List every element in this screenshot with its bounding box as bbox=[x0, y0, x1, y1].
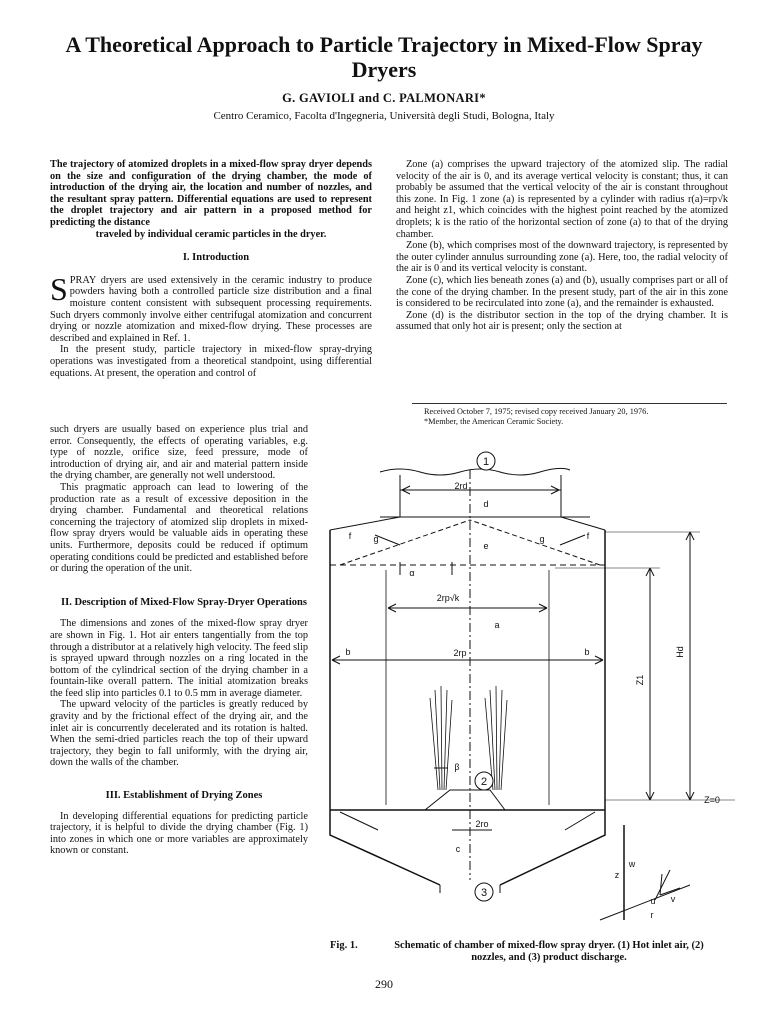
spray-dryer-schematic bbox=[318, 445, 738, 935]
intro-smallcaps: PRAY bbox=[69, 274, 97, 286]
label-d: d bbox=[483, 499, 489, 509]
label-2rp-sqrtk: 2rp√k bbox=[436, 593, 460, 603]
label-beta: β bbox=[454, 762, 460, 772]
label-g-left: g bbox=[373, 534, 379, 544]
label-2rp: 2rp bbox=[453, 648, 467, 658]
right-column bbox=[396, 159, 728, 333]
section-heading-introduction: I. Introduction bbox=[182, 252, 250, 264]
footnote-received: Received October 7, 1975; revised copy received January 20, 1976. bbox=[424, 407, 649, 416]
label-g-right: g bbox=[539, 534, 545, 544]
label-v: v bbox=[670, 894, 676, 904]
abstract: The trajectory of atomized droplets in a mixed-flow spray dryer depends on the size and configuration of the drying chamber, the mode of introduction of the drying air, the location and number of nozzles, and the resultant spray pattern. Differential equations are used to represent the droplet trajectory and air pattern in a proposed method for predicting the distance bbox=[50, 159, 372, 228]
nozzle-ring bbox=[425, 790, 505, 810]
tangential-inlets bbox=[375, 535, 585, 545]
intro-text-1: dryers are used extensively in the ceramic industry to produce powders having both a controlled particle size distribution and a final moisture content consistent with subsequent processing requirements. Such dryers commonly involve either centrifugal atomization and concurrent drying or nozzle atomization and mixed-flow drying. These processes are described and explained in Ref. 1. bbox=[50, 274, 372, 344]
label-alpha: α bbox=[409, 568, 415, 578]
label-z-axis: z bbox=[614, 870, 620, 880]
section2-paragraph-1: The dimensions and zones of the mixed-flow spray dryer are shown in Fig. 1. Hot air enters tangentially from the top through a distributor at a relatively high velocity. The feed slip is sprayed upward through nozzles on a ring located in the bottom of the cylindrical section of the drying chamber in a fountain-like overall pattern. The initial atomization breaks the feed slip into particles 0.1 to 0.5 mm in average diameter. bbox=[50, 618, 308, 699]
label-w: w bbox=[628, 859, 636, 869]
zone-b-paragraph: Zone (b), which comprises most of the downward trajectory, is represented by the outer cylinder annulus surrounding zone (a). Here, too, the radial velocity of the air is 0 and its vertical velocity is constant. bbox=[396, 240, 728, 275]
label-3: 3 bbox=[480, 887, 488, 899]
label-r-axis: r bbox=[650, 910, 654, 920]
label-f-left: f bbox=[348, 531, 352, 541]
zone-a-boundaries bbox=[386, 570, 549, 805]
spray-plume-left bbox=[430, 686, 452, 790]
section3-paragraph-1: In developing differential equations for predicting particle trajectory, it is helpful to divide the drying chamber (Fig. 1) into zones in which one or more variables are approximately known or constant. bbox=[50, 810, 308, 857]
label-a: a bbox=[494, 620, 500, 630]
label-hd: Hd bbox=[675, 646, 685, 658]
zone-a-paragraph: Zone (a) comprises the upward trajectory of the atomized slip. The radial velocity of the air is 0, and its average vertical velocity is constant; thus, it can probably be assumed that the vertical velocity of the air is constant throughout this zone. In Fig. 1 zone (a) is represented by a cylinder with radius r(a)=rp√k and height z1, which coincides with the highest point reached by the atomized droplets; k is the ratio of the horizontal section of zone (a) to that of the drying chamber. bbox=[396, 159, 728, 240]
left-column-narrow bbox=[50, 424, 308, 857]
roof-lines bbox=[330, 517, 605, 530]
label-b-left: b bbox=[345, 647, 351, 657]
page-number: 290 bbox=[375, 977, 393, 991]
inlet-wavy-line bbox=[380, 468, 570, 475]
abstract-last-line: traveled by individual ceramic particles in the dryer. bbox=[95, 228, 327, 240]
chamber-walls bbox=[330, 530, 605, 810]
label-2: 2 bbox=[480, 776, 488, 788]
drop-cap: S bbox=[50, 270, 68, 307]
label-1: 1 bbox=[482, 456, 490, 468]
authors: G. GAVIOLI and C. PALMONARI* bbox=[282, 91, 486, 105]
label-f-right: f bbox=[586, 531, 590, 541]
figure-caption bbox=[330, 940, 728, 964]
label-b-right: b bbox=[584, 647, 590, 657]
section-heading-drying-zones: III. Establishment of Drying Zones bbox=[105, 790, 263, 802]
distributor-walls bbox=[400, 475, 561, 517]
figure-caption-text: Schematic of chamber of mixed-flow spray dryer. (1) Hot inlet air, (2) nozzles, and (3) product discharge. bbox=[394, 940, 704, 963]
cone-walls bbox=[330, 810, 605, 885]
rd-ticks bbox=[400, 562, 452, 575]
footnote-member: *Member, the American Ceramic Society. bbox=[424, 416, 564, 426]
dimension-extensions bbox=[555, 532, 735, 800]
label-u: u bbox=[650, 896, 656, 906]
footnotes bbox=[412, 403, 727, 427]
label-2ro: 2ro bbox=[475, 819, 489, 829]
figure-caption-label: Fig. 1. bbox=[330, 940, 358, 951]
intro-paragraph-1 bbox=[50, 270, 372, 345]
cone-inner-lines bbox=[340, 812, 595, 830]
section-heading-description: II. Description of Mixed-Flow Spray-Dryer Operations bbox=[61, 596, 307, 608]
label-z1: Z1 bbox=[635, 674, 645, 686]
zone-d-paragraph: Zone (d) is the distributor section in the top of the drying chamber. It is assumed that only hot air is present; only the section at bbox=[396, 309, 728, 333]
label-c: c bbox=[455, 844, 461, 854]
left-column bbox=[50, 159, 372, 379]
label-2rd: 2rd bbox=[454, 481, 468, 491]
affiliation: Centro Ceramico, Facolta d'Ingegneria, Università degli Studi, Bologna, Italy bbox=[213, 110, 555, 122]
intro-paragraph-3: This pragmatic approach can lead to lowering of the production rate as a result of excessive deposition in the drying chamber. Fundamental and theoretical relations concerning the trajectory of atomized slip droplets in mixed-flow spray dryers would be valuable aids in operating these units. Furthermore, deposits could be reduced if optimum operating conditions could be predicted and established before or during the operation of the unit. bbox=[50, 481, 308, 575]
intro-paragraph-2b: such dryers are usually based on experience plus trial and error. Consequently, the effects of operating variables, e.g. type of nozzle, orifice size, feed pressure, mode of introduction of drying air, and air and material pattern inside the drying chamber, are generally not well understood. bbox=[50, 424, 308, 482]
label-e: e bbox=[483, 541, 489, 551]
paper-title: A Theoretical Approach to Particle Trajectory in Mixed-Flow Spray Dryers bbox=[65, 32, 703, 82]
intro-paragraph-2a: In the present study, particle trajectory in mixed-flow spray-drying operations was investigated from a theoretical standpoint, using differential equations. At present, the operation and control of bbox=[50, 344, 372, 379]
label-z0: Z=0 bbox=[704, 795, 720, 805]
section2-paragraph-2: The upward velocity of the particles is greatly reduced by gravity and by the frictional effect of the drying air, and the inlet air is concurrently decelerated and its rotation is halted. When the semi-dried particles reach the top of their upward trajectory, they begin to fall uniformly, with the drying air, down the walls of the chamber. bbox=[50, 699, 308, 769]
r-axis bbox=[600, 885, 690, 920]
zone-c-paragraph: Zone (c), which lies beneath zones (a) and (b), usually comprises part or all of the cone of the drying chamber. In the present study, part of the air in this zone is considered to be recirculated into zone (a), and the remainder is exhausted. bbox=[396, 274, 728, 310]
